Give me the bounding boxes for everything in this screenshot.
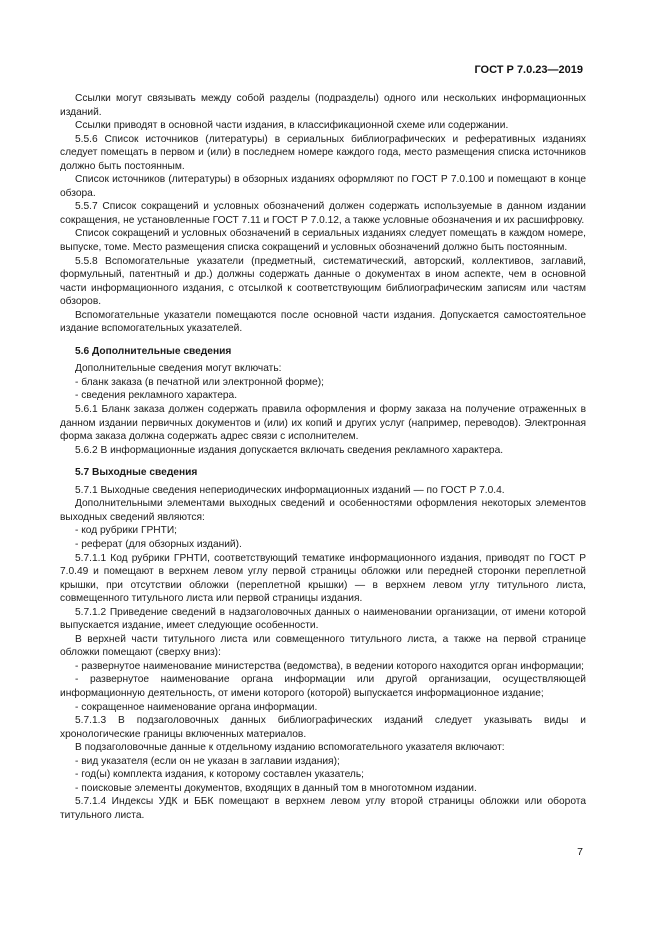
paragraph: Список источников (литературы) в обзорных изданиях оформляют по ГОСТ Р 7.0.100 и помещают в конце обзора.	[60, 174, 586, 199]
paragraph: Вспомогательные указатели помещаются после основной части издания. Допускается самостоятельное издание вспомогательных указателей.	[60, 309, 586, 335]
list-item: - развернутое наименование органа информации или другой организации, осуществляющей информационную деятельность, от имени которого (которой) выпускается информационное издание;	[60, 674, 586, 699]
page-number: 7	[577, 846, 583, 858]
paragraph: 5.5.6 Список источников (литературы) в сериальных библиографических и реферативных изданиях следует помещать в первом и (или) в последнем номере каждого года, место размещения списка источников должно быть постоянным.	[60, 133, 586, 172]
paragraph: 5.7.1.3 В подзаголовочных данных библиографических изданий следует указывать виды и хронологические границы включенных материалов.	[60, 715, 586, 740]
paragraph: 5.5.7 Список сокращений и условных обозначений должен содержать используемые в данном издании сокращения, не установленные ГОСТ 7.11 и ГОСТ Р 7.0.12, а также условные обозначения и их расшифровку.	[60, 201, 586, 226]
paragraph: 5.7.1.4 Индексы УДК и ББК помещают в верхнем левом углу второй страницы обложки или оборота титульного листа.	[60, 796, 586, 821]
paragraph: В подзаголовочные данные к отдельному изданию вспомогательного указателя включают:	[75, 742, 505, 754]
paragraph: Дополнительные сведения могут включать:	[75, 363, 282, 375]
paragraph: 5.6.1 Бланк заказа должен содержать правила оформления и форму заказа на получение отраженных в данном издании первичных документов и (или) их копий и других услуг (например, переводов). Электронная форма заказа должна содержать адрес связи с исполнителем.	[60, 404, 586, 443]
list-item: - бланк заказа (в печатной или электронной форме);	[75, 376, 324, 388]
section-heading: 5.7 Выходные сведения	[75, 467, 198, 479]
paragraph: Ссылки приводят в основной части издания, в классификационной схеме или содержании.	[75, 120, 509, 132]
list-item: - сокращенное наименование органа информации.	[75, 701, 318, 713]
paragraph: 5.7.1.1 Код рубрики ГРНТИ, соответствующий тематике информационного издания, приводят по ГОСТ Р 7.0.49 и помещают в верхнем левом углу первой страницы обложки или передней сторонки переплетной крышки, при отсутствии обложки (переплетной крышки) — в верхнем левом углу титульного листа, совмещенного титульного листа или первой страницы издания.	[60, 552, 586, 605]
page-body	[60, 92, 586, 822]
paragraph: 5.5.8 Вспомогательные указатели (предметный, систематический, авторский, коллективов, заглавий, формульный, патентный и др.) должны содержать данные о документах в ином аспекте, чем в основной части информационного издания, с отсылкой к соответствующим библиографическим записям или частям обзоров.	[60, 255, 586, 308]
paragraph: Ссылки могут связывать между собой разделы (подразделы) одного или нескольких информационных изданий.	[60, 93, 586, 118]
list-item: - год(ы) комплекта издания, к которому составлен указатель;	[75, 769, 364, 781]
list-item: - сведения рекламного характера.	[75, 390, 238, 402]
paragraph: 5.6.2 В информационные издания допускается включать сведения рекламного характера.	[75, 444, 504, 456]
paragraph: 5.7.1.2 Приведение сведений в надзаголовочных данных о наименовании организации, от имени которой выпускается издание, имеет следующие особенности.	[60, 606, 586, 632]
list-item: - развернутое наименование министерства (ведомства), в ведении которого находится орган информации;	[75, 660, 584, 672]
paragraph: Дополнительными элементами выходных сведений и особенностями оформления некоторых элементов выходных сведений являются:	[60, 498, 586, 523]
paragraph: 5.7.1 Выходные сведения непериодических информационных изданий — по ГОСТ Р 7.0.4.	[75, 484, 505, 496]
paragraph: В верхней части титульного листа или совмещенного титульного листа, а также на первой странице обложки помещают (сверху вниз):	[60, 633, 586, 659]
list-item: - реферат (для обзорных изданий).	[75, 538, 242, 550]
standard-number: ГОСТ Р 7.0.23—2019	[474, 64, 583, 76]
paragraph: Список сокращений и условных обозначений в сериальных изданиях следует помещать в каждом номере, выпуске, томе. Место размещения списка сокращений и условных обозначений должно быть постоянным.	[60, 228, 586, 254]
section-heading: 5.6 Дополнительные сведения	[75, 345, 232, 357]
list-item: - поисковые элементы документов, входящих в данный том в многотомном издании.	[75, 782, 477, 794]
list-item: - код рубрики ГРНТИ;	[75, 525, 177, 537]
list-item: - вид указателя (если он не указан в заглавии издания);	[75, 755, 340, 767]
